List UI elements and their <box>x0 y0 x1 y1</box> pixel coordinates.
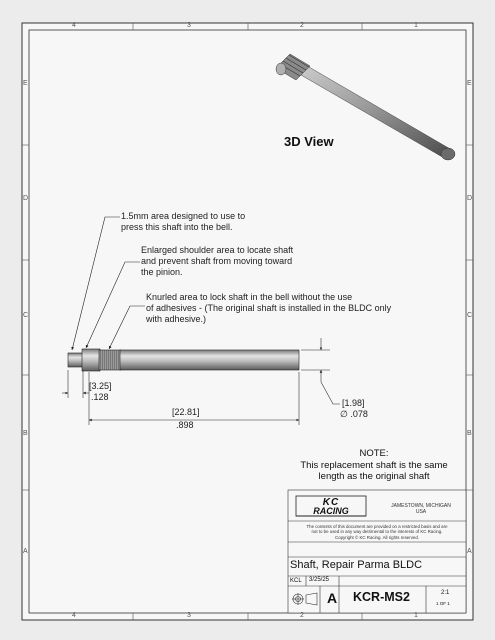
legal-line1: The contents of this document are provided on a restricted basis and are <box>306 524 448 529</box>
callout-area-line2: press this shaft into the bell. <box>121 222 233 232</box>
dim-diameter-in: ∅ .078 <box>340 409 368 419</box>
note-line1: This replacement shaft is the same <box>300 459 448 471</box>
note-heading: NOTE: <box>359 448 389 459</box>
part-number: KCR-MS2 <box>353 590 410 604</box>
zone-row-c-right: C <box>467 312 473 319</box>
zone-col-2: 2 <box>300 22 304 29</box>
dim-shoulder-in: .128 <box>91 392 109 402</box>
legal-line3: Copyright © KC Racing. All rights reserved. <box>334 534 419 540</box>
zone-row-d: D <box>23 195 29 202</box>
callout-area-line1: 1.5mm area designed to use to <box>121 211 246 221</box>
callout-knurl-line1: Knurled area to lock shaft in the bell without the use <box>146 292 353 302</box>
zone-row-a: A <box>23 548 28 555</box>
drawn-by: KCL <box>290 578 302 584</box>
location-line2: USA <box>415 509 427 515</box>
note-block <box>280 448 468 483</box>
drawing-date: 3/25/25 <box>309 577 330 583</box>
dim-shoulder-mm: [3.25] <box>89 381 112 391</box>
dim-diameter-mm: [1.98] <box>342 398 365 408</box>
zone-col-1-bottom: 1 <box>414 612 418 619</box>
zone-row-a-right: A <box>467 548 472 555</box>
zone-row-b-right: B <box>467 430 472 437</box>
legal-line2: not to be used in any way detrimental to the interests of KC Racing. <box>311 529 443 535</box>
zone-row-d-right: D <box>467 195 473 202</box>
callout-knurl-line3: with adhesive.) <box>146 314 207 324</box>
zone-col-1: 1 <box>414 22 418 29</box>
note-line2: length as the original shaft <box>318 471 430 482</box>
callout-shoulder-line3: the pinion. <box>141 267 183 277</box>
callout-shoulder-line1: Enlarged shoulder area to locate shaft <box>141 245 294 255</box>
drawing-scale: 2:1 <box>441 590 450 596</box>
drawing-title: Shaft, Repair Parma BLDC <box>290 559 423 571</box>
zone-col-4: 4 <box>72 22 76 29</box>
dim-length-mm: [22.81] <box>172 407 200 417</box>
zone-row-c: C <box>23 312 29 319</box>
view-label: 3D View <box>284 134 334 149</box>
company-location <box>378 503 464 515</box>
zone-row-e: E <box>23 80 28 87</box>
svg-text:KC: KC <box>322 497 340 508</box>
sheet-size: A <box>327 590 338 606</box>
zone-col-3-bottom: 3 <box>187 612 191 619</box>
dim-length-in: .898 <box>176 420 194 430</box>
svg-text:RACING: RACING <box>313 506 349 516</box>
zone-row-e-right: E <box>467 80 472 87</box>
legal-notice <box>289 524 465 540</box>
shaft-front-view <box>68 349 299 371</box>
sheet-count: 1 OF 1 <box>436 601 450 606</box>
callout-knurl-line2: of adhesives - (The original shaft is installed in the BLDC only <box>146 303 392 313</box>
location-line1: JAMESTOWN, MICHIGAN <box>391 503 451 509</box>
zone-col-4-bottom: 4 <box>72 612 76 619</box>
callout-shoulder-line2: and prevent shaft from moving toward <box>141 256 293 266</box>
zone-col-2-bottom: 2 <box>300 612 304 619</box>
zone-col-3: 3 <box>187 22 191 29</box>
zone-row-b: B <box>23 430 28 437</box>
